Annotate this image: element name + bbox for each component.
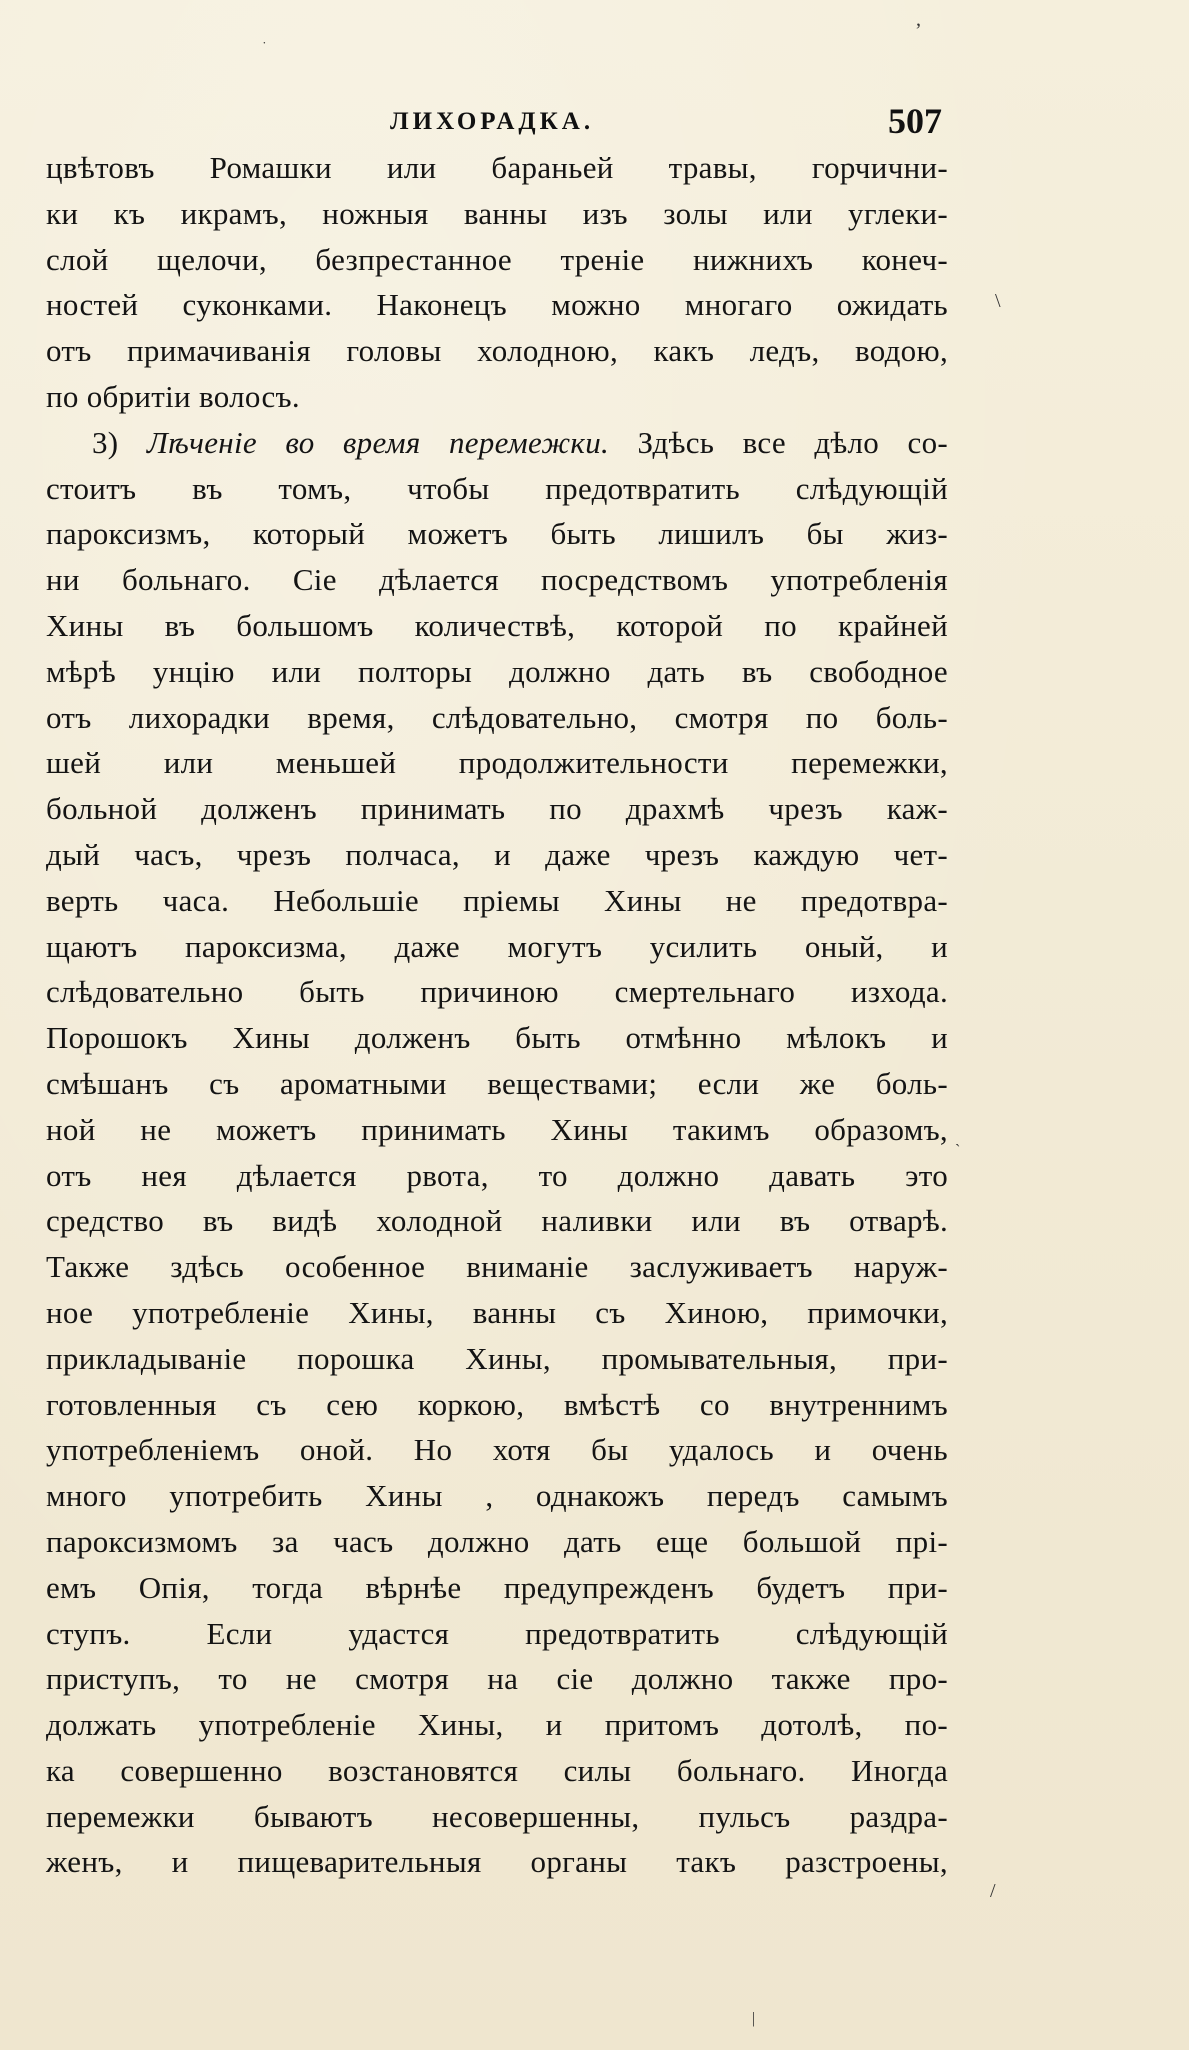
text-line: должать употребленіе Хины, и притомъ дотолѣ, по- [46,1707,948,1743]
print-speck: ʼ [915,20,922,42]
text-line: щаютъ пароксизма, даже могутъ усилить оный, и [46,928,948,964]
text-line: слой щелочи, безпрестанное треніе нижнихъ конеч- [46,241,948,277]
text-line: ка совершенно возстановятся силы больнаго. Иногда [46,1752,948,1788]
body-text [46,145,948,1885]
text-line: слѣдовательно быть причиною смертельнаго изхода. [46,974,948,1010]
section-number: 3) [92,424,119,460]
text-line: средство въ видѣ холодной наливки или въ отварѣ. [46,1203,948,1239]
print-speck: ˎ [955,1130,961,1147]
text-line: употребленіемъ оной. Но хотя бы удалось и очень [46,1432,948,1468]
text-line: приступъ, то не смотря на сіе должно также про- [46,1661,948,1697]
text-line: ступъ. Если удастся предотвратить слѣдующій [46,1615,948,1651]
text-line: смѣшанъ съ ароматными веществами; если же боль- [46,1065,948,1101]
text-line: прикладываніе порошка Хины, промывательныя, при- [46,1340,948,1376]
page-header [0,100,1189,140]
section-heading-line [46,420,948,466]
text-line: отъ нея дѣлается рвота, то должно давать это [46,1157,948,1193]
text-line: готовленныя съ сею коркою, вмѣстѣ со внутреннимъ [46,1386,948,1422]
section-heading: Лѣченіе во время перемежки. [146,424,610,460]
text-line: отъ лихорадки время, слѣдовательно, смотря по боль- [46,699,948,735]
text-line: больной долженъ принимать по драхмѣ чрезъ каж- [46,791,948,827]
text-line: по обритіи волосъ. [46,378,300,414]
text-line: ки къ икрамъ, ножныя ванны изъ золы или углеки- [46,195,948,231]
print-speck: / [990,1880,996,1902]
text-line: ностей суконками. Наконецъ можно многаго ожидать [46,287,948,323]
text-line: Порошокъ Хины долженъ быть отмѣнно мѣлокъ и [46,1020,948,1056]
text-line: верть часа. Небольшіе пріемы Хины не предотвра- [46,882,948,918]
print-speck: \ [995,290,1001,312]
text-line: ное употребленіе Хины, ванны съ Хиною, примочки, [46,1294,948,1330]
print-speck: | [752,2010,756,2027]
text-line: ни больнаго. Сіе дѣлается посредствомъ употребленія [46,562,948,598]
text-line: мѣрѣ унцію или полторы должно дать въ свободное [46,653,948,689]
text-line: емъ Опія, тогда вѣрнѣе предупрежденъ будетъ при- [46,1569,948,1605]
text-line: ной не можетъ принимать Хины такимъ образомъ, [46,1111,948,1147]
print-speck: ˙ [262,40,267,55]
text-line: отъ примачиванія головы холодною, какъ ледъ, водою, [46,333,948,369]
text-line: много употребить Хины , однакожъ передъ самымъ [46,1478,948,1514]
text-line: Хины въ большомъ количествѣ, которой по крайней [46,607,948,643]
running-title: ЛИХОРАДКА. [390,108,595,135]
text-line: шей или меньшей продолжительности перемежки, [46,745,948,781]
text-line: стоитъ въ томъ, чтобы предотвратить слѣдующій [46,470,948,506]
text-line: женъ, и пищеварительныя органы такъ разстроены, [46,1844,948,1880]
text-line: Здѣсь все дѣло со- [637,424,948,460]
text-line: перемежки бываютъ несовершенны, пульсъ раздра- [46,1798,948,1834]
text-line: Также здѣсь особенное вниманіе заслуживаетъ наруж- [46,1249,948,1285]
page-number: 507 [888,101,942,141]
text-line: цвѣтовъ Ромашки или бараньей травы, горчични- [46,150,948,185]
text-line: пароксизмъ, который можетъ быть лишилъ бы жиз- [46,516,948,552]
text-line: дый часъ, чрезъ полчаса, и даже чрезъ каждую чет- [46,836,948,872]
text-line: пароксизмомъ за часъ должно дать еще большой прі- [46,1523,948,1559]
